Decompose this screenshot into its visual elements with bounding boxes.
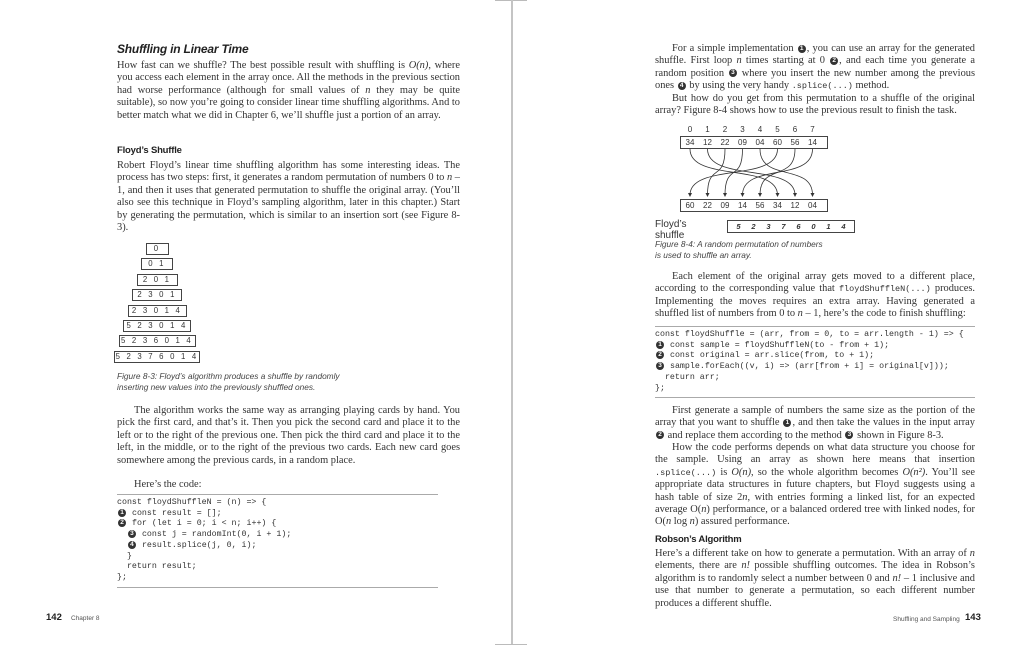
code-line: 2 for (let i = 0; i < n; i++) { xyxy=(117,519,438,530)
code-line: 1 const sample = floydShuffleN(to - from + 1); xyxy=(655,341,975,352)
index-label: 7 xyxy=(810,125,815,134)
permutation-row: 0 xyxy=(146,243,169,255)
code-block-floyd-shuffle-n xyxy=(117,494,438,588)
floyd-shuffle-cell: 0 xyxy=(811,222,816,231)
permutation-row: 5 2 3 0 1 4 xyxy=(123,320,191,332)
code-line: 3 const j = randomInt(0, i + 1); xyxy=(117,530,438,541)
index-label: 4 xyxy=(757,125,763,134)
callout-1-icon: 1 xyxy=(656,341,664,349)
index-label: 5 xyxy=(775,125,780,134)
shuffled-cell: 04 xyxy=(808,201,817,210)
code-line: return arr; xyxy=(655,372,720,382)
book-spine-divider xyxy=(511,0,513,645)
permutation-row: 2 0 1 xyxy=(137,274,178,286)
cards-paragraph: The algorithm works the same way as arranging playing cards by hand. You pick the first card, and that’s it. Then you pick the second card and place it to the left or to the right of the previous one. Then pick the third card and place it to the left, in the middle, or to the right of the previous two cards. Each new card goes somewhere among the previous cards, in a random place. xyxy=(117,405,460,466)
floyd-shuffle-label: Floyd’s shuffle xyxy=(655,219,687,241)
code-line: const floydShuffleN = (n) => { xyxy=(117,498,267,507)
running-footer: Shuffling and Sampling xyxy=(893,616,960,623)
callout-1-icon: 1 xyxy=(118,509,126,517)
code-intro: Here’s the code: xyxy=(134,479,202,490)
left-page xyxy=(46,0,462,645)
page-number: 143 xyxy=(965,612,981,623)
callout-1-icon: 1 xyxy=(783,419,791,427)
code-line: } xyxy=(117,551,132,561)
original-cell: 60 xyxy=(773,138,782,147)
shuffled-cell: 34 xyxy=(773,201,782,210)
shuffled-cell: 60 xyxy=(685,201,695,210)
code-line: 2 const original = arr.slice(from, to + 1); xyxy=(655,351,975,362)
original-cell: 14 xyxy=(808,138,817,147)
shuffled-cell: 09 xyxy=(720,201,730,210)
code-line: const floydShuffle = (arr, from = 0, to = arr.length - 1) => { xyxy=(655,330,964,339)
floyd-shuffle-cell: 1 xyxy=(826,222,831,231)
callout-3-icon: 3 xyxy=(729,69,737,77)
index-label: 2 xyxy=(722,125,728,134)
code-line: 4 result.splice(j, 0, i); xyxy=(117,541,438,552)
sample-paragraph: First generate a sample of numbers the same size as the portion of the array that you want to shuffle 1 , and then take the values in the input array 2 and replace them according to the method 3 shown in Figure 8-3. xyxy=(655,405,975,441)
right-page xyxy=(655,0,981,645)
how-paragraph: But how do you get from this permutation to a shuffle of the original array? Figure 8-4 shows how to use the previous result to finish the task. xyxy=(655,93,975,117)
code-line: return result; xyxy=(117,562,197,572)
shuffled-cell: 14 xyxy=(738,201,747,210)
original-cell: 34 xyxy=(685,138,695,147)
intro-paragraph: How fast can we shuffle? The best possible result with shuffling is O(n), where you access each element in the array once. All the methods in the previous section had worse performance (although for small values of n they may be quite suitable), so now you’re going to consider linear time shuffling algorithms. And to better match what we did in Chapter 6, we’ll shuffle just a portion of an array. xyxy=(117,60,460,121)
code-line: }; xyxy=(117,572,127,582)
permutation-row: 2 3 0 1 xyxy=(132,289,182,301)
floyd-shuffle-cell: 5 xyxy=(736,222,741,231)
index-label: 3 xyxy=(740,125,745,134)
floyd-shuffle-cell: 7 xyxy=(781,222,786,231)
move-arrow xyxy=(760,149,813,195)
permutation-row: 5 2 3 7 6 0 1 4 xyxy=(115,351,199,361)
figure-8-3-caption xyxy=(117,371,340,392)
callout-2-icon: 2 xyxy=(656,431,664,439)
code-line: 3 sample.forEach((v, i) => (arr[from + i] = original[v])); xyxy=(655,362,975,373)
index-label: 6 xyxy=(792,125,798,134)
original-cell: 56 xyxy=(790,138,800,147)
floyd-paragraph: Robert Floyd’s linear time shuffling algorithm has some interesting ideas. The process has two steps: first, it generates a random permutation of numbers 0 to n – 1, and then it uses that generated permutation to shuffle the original array. (You’ll also see this technique in Floyd’s sampling algorithm, later in this chapter.) Start by generating the permutation, which is similar to an insertion sort (see Figure 8-3). xyxy=(117,160,460,234)
move-arrow xyxy=(760,149,795,195)
original-cell: 09 xyxy=(738,138,747,147)
floyd-shuffle-cell: 4 xyxy=(841,222,846,231)
shuffled-cell: 12 xyxy=(790,201,800,210)
original-cell: 04 xyxy=(755,138,765,147)
move-arrow xyxy=(708,149,796,195)
callout-4-icon: 4 xyxy=(128,541,136,549)
code-block-floyd-shuffle xyxy=(655,326,975,398)
move-arrow xyxy=(690,149,778,195)
original-cell: 12 xyxy=(703,138,712,147)
code-line: }; xyxy=(655,383,665,393)
subsection-title-floyd: Floyd’s Shuffle xyxy=(117,145,182,156)
robson-paragraph: Here’s a different take on how to generate a permutation. With an array of n elements, there are n! possible shuffling outcomes. The idea in Robson’s algorithm is to randomly select a number between 0 and n! – 1 inclusive and use that number to generate a permutation, so each different number produces a different shuffle. xyxy=(655,548,975,609)
permutation-row: 0 1 xyxy=(141,258,173,270)
shuffled-cell: 22 xyxy=(703,201,712,210)
permutation-arrows xyxy=(655,148,855,218)
callout-3-icon: 3 xyxy=(128,530,136,538)
subsection-title-robson: Robson’s Algorithm xyxy=(655,534,742,545)
figure-8-4-caption xyxy=(655,239,823,260)
callout-2-icon: 2 xyxy=(118,519,126,527)
floyd-shuffle-cell: 2 xyxy=(751,222,756,231)
index-label: 1 xyxy=(705,125,710,134)
callout-2-icon: 2 xyxy=(656,351,664,359)
element-paragraph: Each element of the original array gets moved to a different place, according to the corresponding value that floydShuffleN(...) produces. Implementing the moves requires an extra array. Having generated a shuffled list of numbers from 0 to n – 1, here’s the code to finish shuffling: xyxy=(655,271,975,320)
page-number: 142 xyxy=(46,612,62,623)
original-cell: 22 xyxy=(720,138,730,147)
floyd-shuffle-cell: 6 xyxy=(796,222,801,231)
implementation-paragraph: For a simple implementation 1 , you can use an array for the generated shuffle. First loop n times starting at 0 2 , and each time you generate a random position 3 where you insert the new number among the previous ones 4 by using the very handy .splice(...) method. xyxy=(655,43,976,92)
code-line: 1 const result = []; xyxy=(117,509,438,520)
caption-line: inserting new values into the previously shuffled ones. xyxy=(117,381,316,392)
callout-1-icon: 1 xyxy=(798,45,806,53)
move-arrow xyxy=(708,149,726,195)
permutation-row: 5 2 3 6 0 1 4 xyxy=(119,335,196,347)
callout-2-icon: 2 xyxy=(830,57,838,65)
floyd-shuffle-cell: 3 xyxy=(766,222,771,231)
performance-paragraph: How the code performs depends on what data structure you choose for the sample. Using an array as shown here means that insertion .splice(...) is O(n), so the whole algorithm becomes O(n²). You’ll see appropriate data structures in future chapters, but Floyd suggests using a hash table of size 2n, with entries forming a linked list, for an expected average O(n) performance, or a balanced ordered tree with linked nodes, for O(n log n) assured performance. xyxy=(655,442,975,528)
permutation-row: 2 3 0 1 4 xyxy=(128,305,187,317)
caption-line: is used to shuffle an array. xyxy=(655,249,752,260)
callout-3-icon: 3 xyxy=(656,362,664,370)
caption-line: Figure 8-3: Floyd’s algorithm produces a shuffle by randomly xyxy=(117,371,340,381)
caption-line: Figure 8-4: A random permutation of numbers xyxy=(655,239,823,249)
running-footer: Chapter 8 xyxy=(71,615,100,622)
shuffled-cell: 56 xyxy=(755,201,765,210)
callout-4-icon: 4 xyxy=(678,82,686,90)
index-label: 0 xyxy=(687,125,693,134)
callout-3-icon: 3 xyxy=(845,431,853,439)
section-title: Shuffling in Linear Time xyxy=(117,42,249,56)
